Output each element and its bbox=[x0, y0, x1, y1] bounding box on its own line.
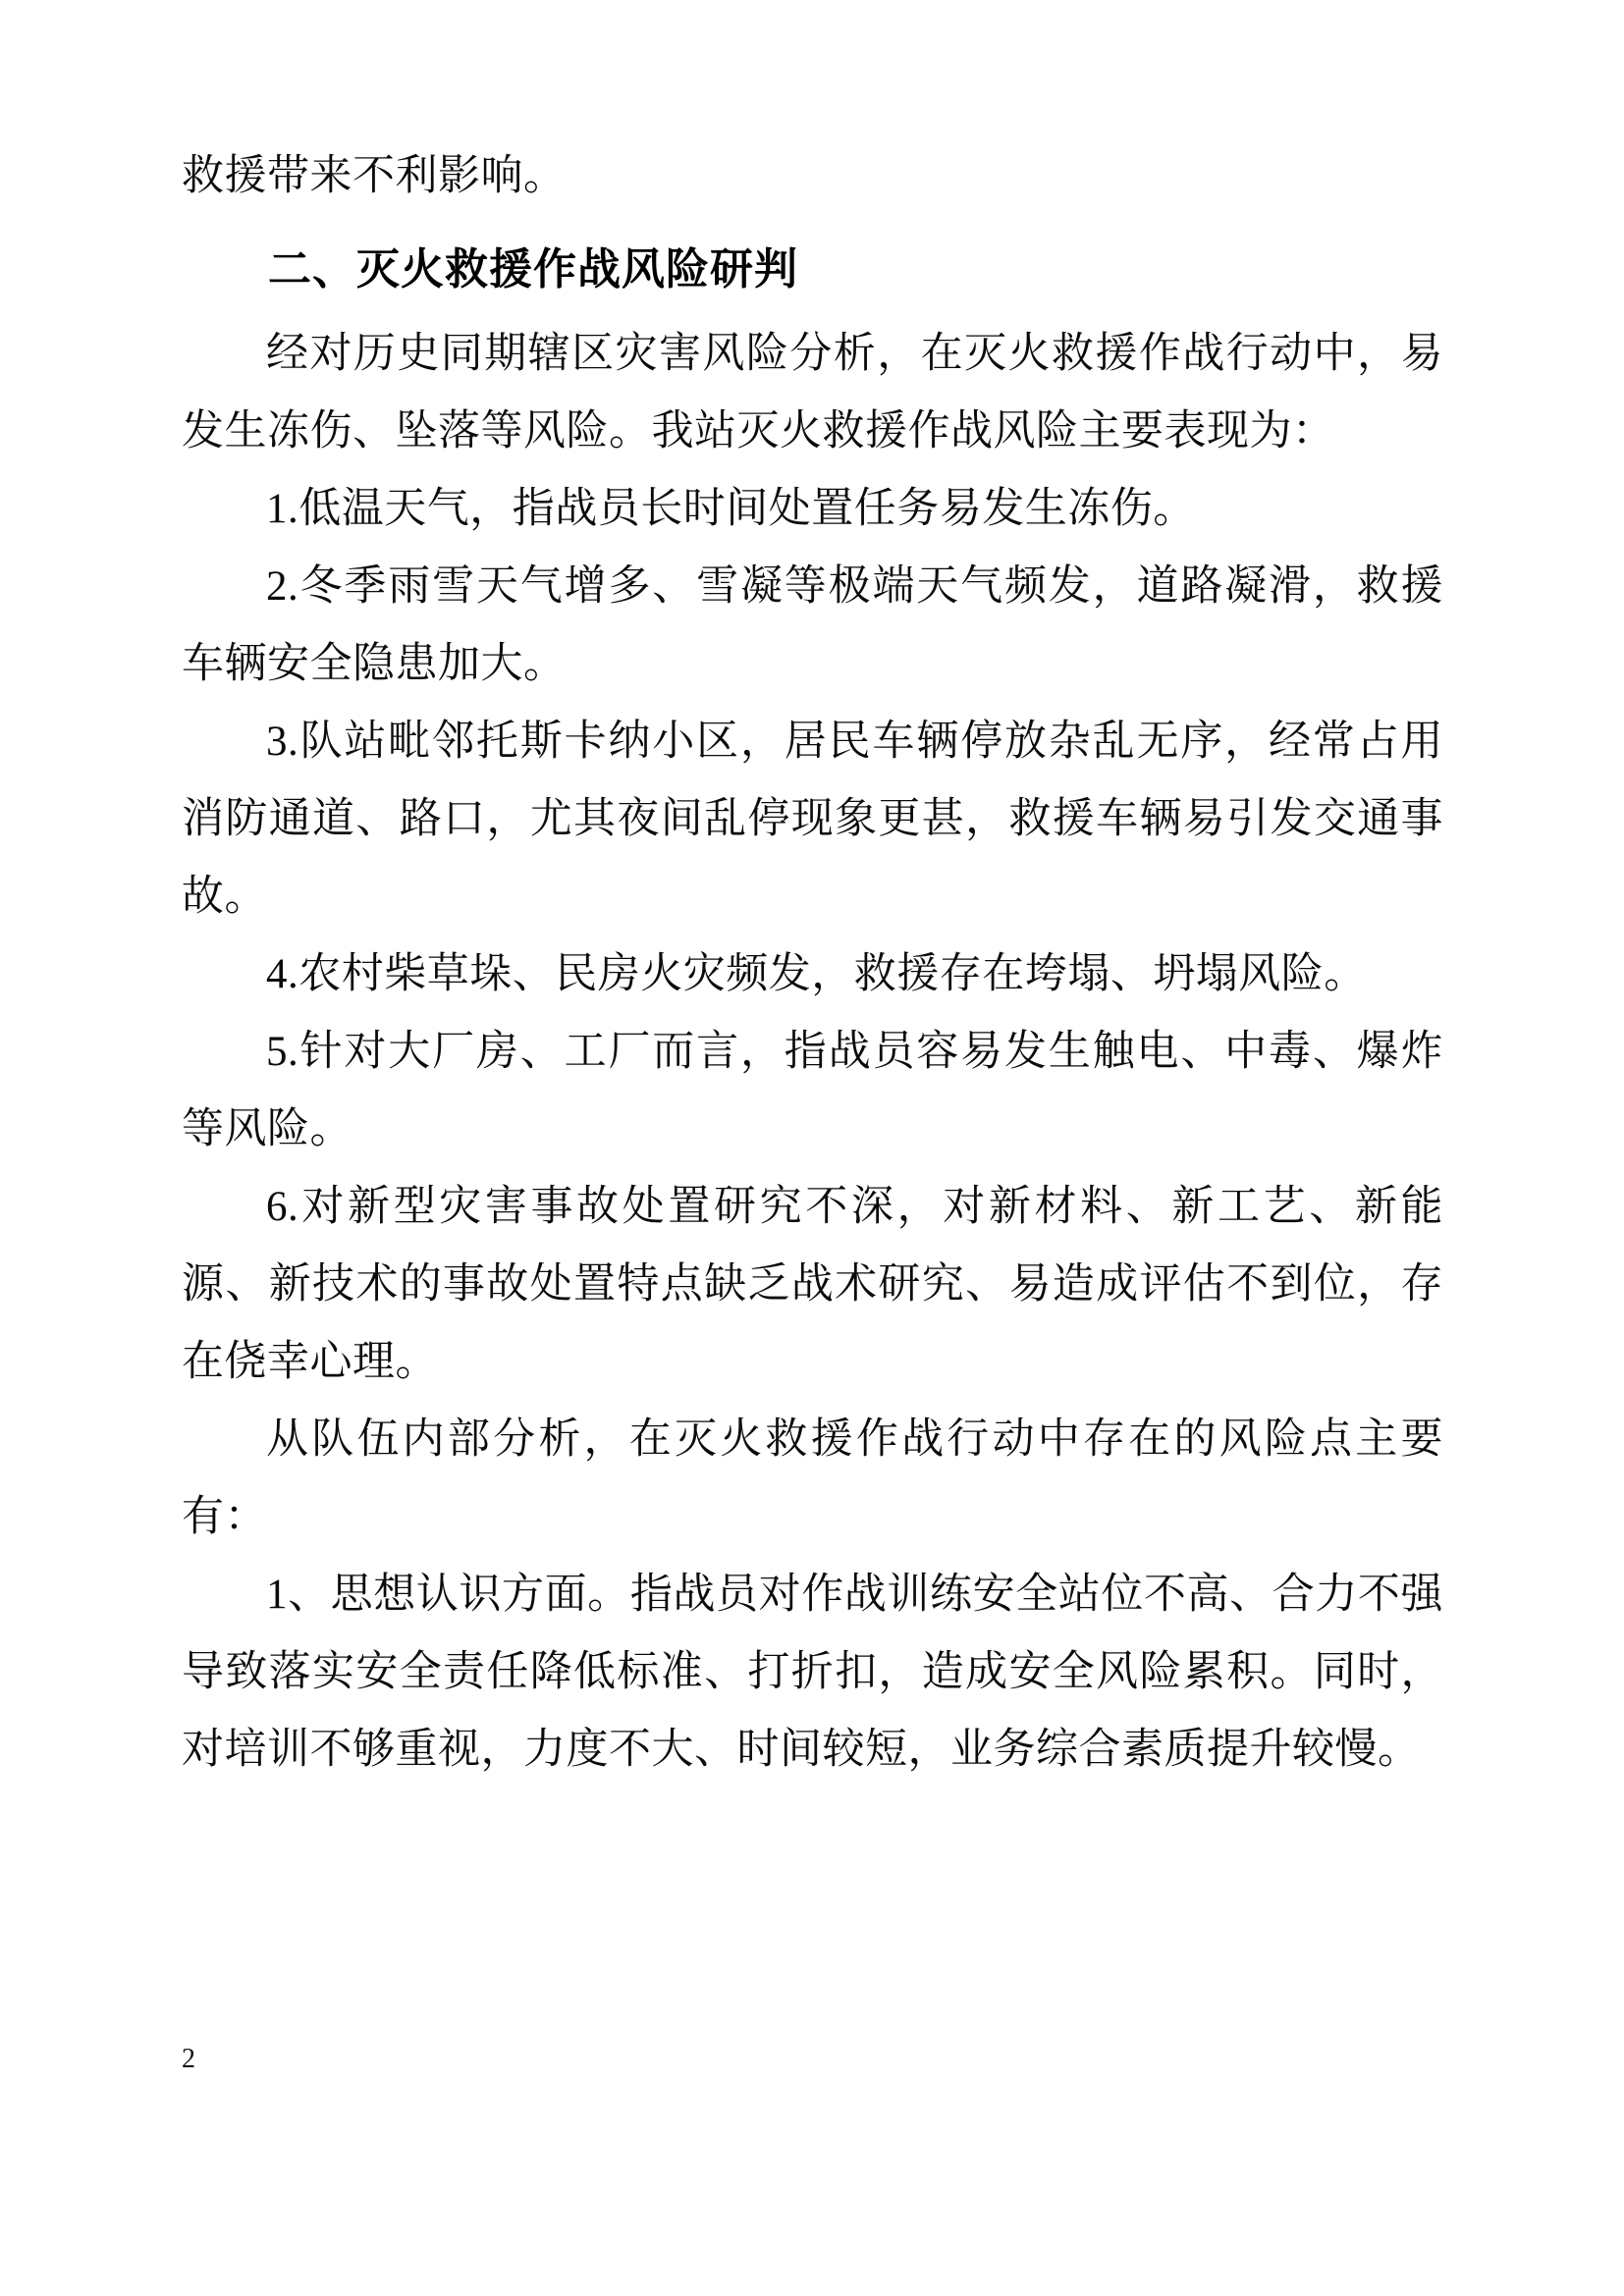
spacer-before-heading bbox=[182, 215, 1443, 225]
paragraph-risk-item-5: 5.针对大厂房、工厂而言，指战员容易发生触电、中毒、爆炸等风险。 bbox=[182, 1029, 1443, 1152]
page-number: 2 bbox=[182, 2044, 195, 2074]
paragraph-intro: 经对历史同期辖区灾害风险分析，在灭火救援作战行动中，易发生冻伤、坠落等风险。我站灭火救援作战风险主要表现为： bbox=[182, 331, 1443, 454]
paragraph-internal-risk-item-1: 1、思想认识方面。指战员对作战训练安全站位不高、合力不强导致落实安全责任降低标准、打折扣，造成安全风险累积。同时，对培训不够重视，力度不大、时间较短，业务综合素质提升较慢。 bbox=[182, 1572, 1443, 1773]
paragraph-risk-item-1: 1.低温天气，指战员长时间处置任务易发生冻伤。 bbox=[266, 486, 1196, 532]
section-heading-fire-rescue-risk: 二、灭火救援作战风险研判 bbox=[268, 245, 798, 294]
document-body bbox=[182, 137, 1443, 1789]
paragraph-internal-analysis: 从队伍内部分析，在灭火救援作战行动中存在的风险点主要有： bbox=[182, 1416, 1443, 1540]
paragraph-risk-item-3: 3.队站毗邻托斯卡纳小区，居民车辆停放杂乱无序，经常占用消防通道、路口，尤其夜间乱停现象更甚，救援车辆易引发交通事故。 bbox=[182, 719, 1443, 920]
paragraph-risk-item-6: 6.对新型灾害事故处置研究不深，对新材料、新工艺、新能源、新技术的事故处置特点缺乏战术研究、易造成评估不到位，存在侥幸心理。 bbox=[182, 1184, 1443, 1385]
paragraph-continued-line: 救援带来不利影响。 bbox=[182, 153, 567, 199]
paragraph-risk-item-2: 2.冬季雨雪天气增多、雪凝等极端天气频发，道路凝滑，救援车辆安全隐患加大。 bbox=[182, 563, 1443, 687]
paragraph-risk-item-4: 4.农村柴草垛、民房火灾频发，救援存在垮塌、坍塌风险。 bbox=[266, 951, 1367, 997]
